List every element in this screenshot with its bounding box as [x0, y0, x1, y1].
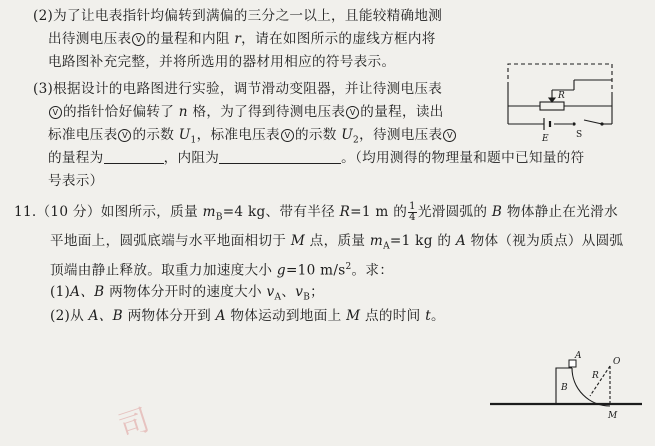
text: 。: [430, 308, 445, 324]
voltmeter-symbol: V: [281, 129, 294, 142]
text: m: [369, 233, 384, 249]
text: R: [339, 204, 351, 220]
text: 1: [409, 201, 416, 212]
text: 。（均用测得的物理量和题中已知量的符: [341, 150, 585, 166]
text: M: [346, 308, 361, 324]
text: 的示数: [294, 127, 342, 143]
label-O: O: [613, 357, 621, 367]
text: v: [295, 284, 304, 300]
text: 光滑圆弧的: [417, 204, 492, 220]
text: 出待测电压表: [48, 31, 132, 47]
text: 2: [345, 262, 352, 272]
question-3-line-2: [48, 103, 444, 121]
text: =10 m/s: [285, 262, 346, 279]
label-E: E: [542, 134, 549, 144]
quarter-arc: [572, 368, 610, 406]
text: 点的时间: [360, 308, 426, 324]
label-A: A: [575, 351, 582, 361]
switch-contact: [600, 122, 603, 125]
text: 的量程和内阻: [146, 31, 235, 47]
text: 4: [409, 212, 416, 223]
text: =4 kg、带有半径: [222, 204, 340, 220]
question-11-sub-1: [50, 283, 324, 307]
rheostat: [540, 102, 564, 110]
voltmeter-symbol: V: [443, 129, 456, 142]
text: =1 kg 的: [389, 233, 456, 249]
voltmeter-symbol: V: [346, 106, 359, 119]
text: ，标准电压表: [196, 127, 280, 143]
question-2-line-2: [48, 30, 436, 48]
text: 的量程为: [48, 150, 104, 166]
text: 两物体分开时的速度大小: [104, 284, 267, 300]
text: 顶端由静止释放。取重力加速度大小: [50, 262, 277, 279]
text: B: [491, 204, 503, 220]
text: 物体运动到地面上: [225, 308, 347, 324]
text: 的示数: [132, 127, 179, 143]
text: 平地面上，圆弧底端与水平地面相切于: [50, 233, 291, 249]
question-2-line-3: 电路图补充完整，并将所选用的器材用相应的符号表示。: [48, 54, 396, 70]
text: ，待测电压表: [359, 127, 443, 143]
question-3-line-3: [48, 126, 457, 150]
question-3-line-5: 号表示）: [48, 173, 104, 189]
voltmeter-symbol: V: [49, 106, 62, 119]
text: v: [266, 284, 275, 300]
circuit-diagram: [494, 54, 624, 149]
question-11-line-3: [50, 258, 393, 280]
text: m: [202, 204, 216, 220]
dashed-box: [508, 64, 612, 92]
text: 2: [353, 135, 360, 146]
question-11-sub-2: [50, 307, 445, 325]
label-B: B: [561, 383, 568, 393]
text: 。求：: [351, 262, 394, 279]
text: 标准电压表: [48, 127, 118, 143]
text: r: [234, 31, 242, 47]
text: B: [215, 212, 223, 223]
question-11-line-2: [50, 232, 623, 256]
text: n: [178, 104, 188, 120]
text: 格，为了得到待测电压表: [187, 104, 346, 120]
fraction-one-quarter: [408, 202, 417, 223]
arc-block-figure: [486, 348, 646, 426]
text: A: [383, 241, 390, 252]
label-R: R: [592, 371, 599, 381]
voltmeter-symbol: V: [118, 129, 131, 142]
text: 11.（10 分）如图所示，质量: [14, 204, 203, 220]
text: U: [341, 127, 354, 143]
text: 、: [281, 284, 296, 300]
label-M: M: [608, 411, 618, 421]
text: 的指针恰好偏转了: [63, 104, 179, 120]
question-11-line-1: [14, 202, 618, 227]
text: 点，质量: [305, 233, 370, 249]
text: g: [276, 262, 286, 279]
text: 两物体分开到: [122, 308, 216, 324]
label-S: S: [576, 130, 583, 140]
watermark-stamp: 司: [114, 401, 158, 446]
question-2-line-1: (2)为了让电表指针均偏转到满偏的三分之一以上，且能较精确地测: [33, 8, 443, 24]
text: B: [303, 292, 311, 303]
text: A、B: [70, 284, 105, 300]
text: t: [425, 308, 431, 324]
text: 物体（视为质点）从圆弧: [465, 233, 624, 249]
question-3-line-4: [48, 149, 584, 167]
text: M: [290, 233, 306, 249]
block-A: [569, 360, 576, 367]
voltmeter-symbol: V: [132, 33, 145, 46]
text: =1 m 的: [350, 204, 408, 220]
text: ，内阻为: [163, 150, 220, 166]
answer-blank-range[interactable]: [104, 150, 164, 164]
text: A: [274, 292, 282, 303]
text: ；: [310, 284, 325, 300]
text: (1): [50, 284, 71, 300]
text: ，请在如图所示的虚线方框内将: [241, 31, 436, 47]
text: 的量程，读出: [360, 104, 444, 120]
label-R: R: [558, 91, 565, 101]
text: A、B: [88, 308, 123, 324]
switch-pivot: [572, 122, 575, 125]
answer-blank-resistance[interactable]: [219, 150, 341, 164]
question-3-line-1: (3)根据设计的电路图进行实验，调节滑动变阻器，并让待测电压表: [33, 81, 443, 97]
text: A: [455, 233, 466, 249]
text: (2)从: [50, 308, 89, 324]
text: U: [178, 127, 191, 143]
text: A: [215, 308, 226, 324]
text: 1: [190, 135, 197, 146]
text: 物体静止在光滑水: [502, 204, 618, 220]
